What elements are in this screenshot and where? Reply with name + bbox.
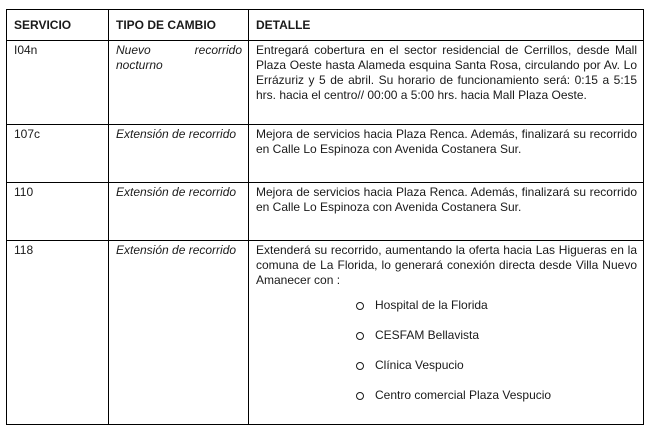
- service-code: 107c: [7, 125, 109, 183]
- list-item: [356, 358, 637, 388]
- destination-list: [256, 298, 637, 418]
- circle-bullet-icon: [356, 332, 364, 340]
- service-detail: Mejora de servicios hacia Plaza Renca. Además, finalizará su recorrido en Calle Lo Espinoza con Avenida Costanera Sur.: [249, 183, 644, 241]
- destination-label: Centro comercial Plaza Vespucio: [375, 388, 552, 402]
- change-type: Extensión de recorrido: [109, 241, 249, 425]
- destination-label: Clínica Vespucio: [375, 358, 464, 372]
- service-code: I04n: [7, 41, 109, 125]
- table-row: [7, 41, 644, 125]
- service-detail: Entregará cobertura en el sector residencial de Cerrillos, desde Mall Plaza Oeste hasta Alameda esquina Santa Rosa, circulando por Av. Lo Errázuriz y 5 de abril. Su horario de funcionamiento será: 0:15 a 5:15 hrs. hacia el centro// 00:00 a 5:00 hrs. hacia Mall Plaza Oeste.: [249, 41, 644, 125]
- change-type: Extensión de recorrido: [109, 125, 249, 183]
- destination-label: CESFAM Bellavista: [375, 328, 480, 342]
- header-row: [7, 10, 644, 41]
- service-detail: Extenderá su recorrido, aumentando la oferta hacia Las Higueras en la comuna de La Florida, lo generará conexión directa desde Villa Nuevo Amanecer con :: [256, 243, 637, 287]
- change-type: Nuevo recorrido nocturno: [109, 41, 249, 125]
- destination-label: Hospital de la Florida: [375, 298, 488, 312]
- circle-bullet-icon: [356, 392, 364, 400]
- circle-bullet-icon: [356, 302, 364, 310]
- list-item: [356, 328, 637, 358]
- services-table: [6, 9, 644, 425]
- list-item: [356, 298, 637, 328]
- service-code: 110: [7, 183, 109, 241]
- table-row: [7, 241, 644, 425]
- header-tipo-de-cambio: TIPO DE CAMBIO: [109, 10, 249, 41]
- header-servicio: SERVICIO: [7, 10, 109, 41]
- service-detail-cell: [249, 241, 644, 425]
- service-code: 118: [7, 241, 109, 425]
- table-row: [7, 125, 644, 183]
- service-detail: Mejora de servicios hacia Plaza Renca. Además, finalizará su recorrido en Calle Lo Espinoza con Avenida Costanera Sur.: [249, 125, 644, 183]
- list-item: [356, 388, 637, 418]
- circle-bullet-icon: [356, 362, 364, 370]
- header-detalle: DETALLE: [249, 10, 644, 41]
- table-row: [7, 183, 644, 241]
- change-type: Extensión de recorrido: [109, 183, 249, 241]
